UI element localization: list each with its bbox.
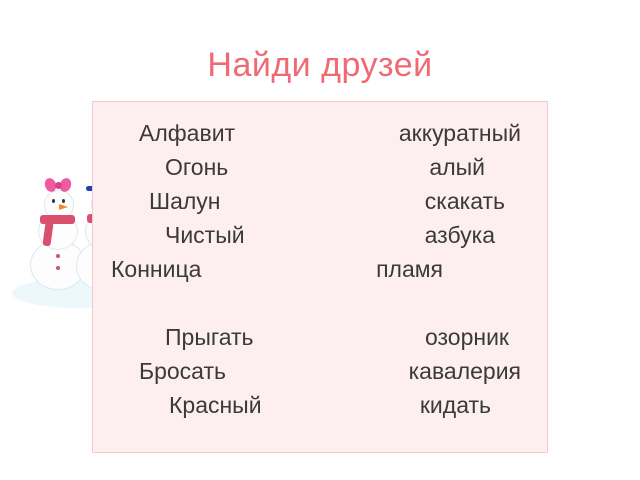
word-right: азбука: [424, 222, 495, 249]
word-pair-row: [109, 116, 531, 150]
pink-bow-icon: [45, 178, 71, 194]
word-left: Бросать: [139, 358, 226, 385]
word-pair-row: [109, 354, 531, 388]
word-pairs-panel: [92, 101, 548, 453]
word-left: Прыгать: [165, 324, 254, 351]
word-left: Алфавит: [139, 120, 236, 146]
word-left: Шалун: [149, 188, 221, 215]
word-right: алый: [429, 154, 485, 181]
word-pair-spacer-row: [109, 286, 531, 320]
word-pair-row: [109, 218, 531, 252]
word-pair-row: [109, 388, 531, 422]
word-right: озорник: [424, 324, 509, 351]
word-left: Огонь: [165, 154, 229, 181]
word-pair-row: [109, 252, 531, 286]
word-pair-row: [109, 320, 531, 354]
word-right: кидать: [419, 392, 491, 419]
page-title: Найди друзей: [207, 46, 433, 84]
word-pair-row: [109, 150, 531, 184]
word-left: Красный: [169, 392, 262, 419]
word-right: кавалерия: [408, 358, 521, 385]
word-right: пламя: [376, 256, 443, 283]
word-left: Конница: [111, 256, 202, 283]
word-left: Чистый: [165, 222, 245, 249]
word-right: аккуратный: [398, 120, 521, 146]
word-pair-row: [109, 184, 531, 218]
word-right: скакать: [424, 188, 505, 215]
